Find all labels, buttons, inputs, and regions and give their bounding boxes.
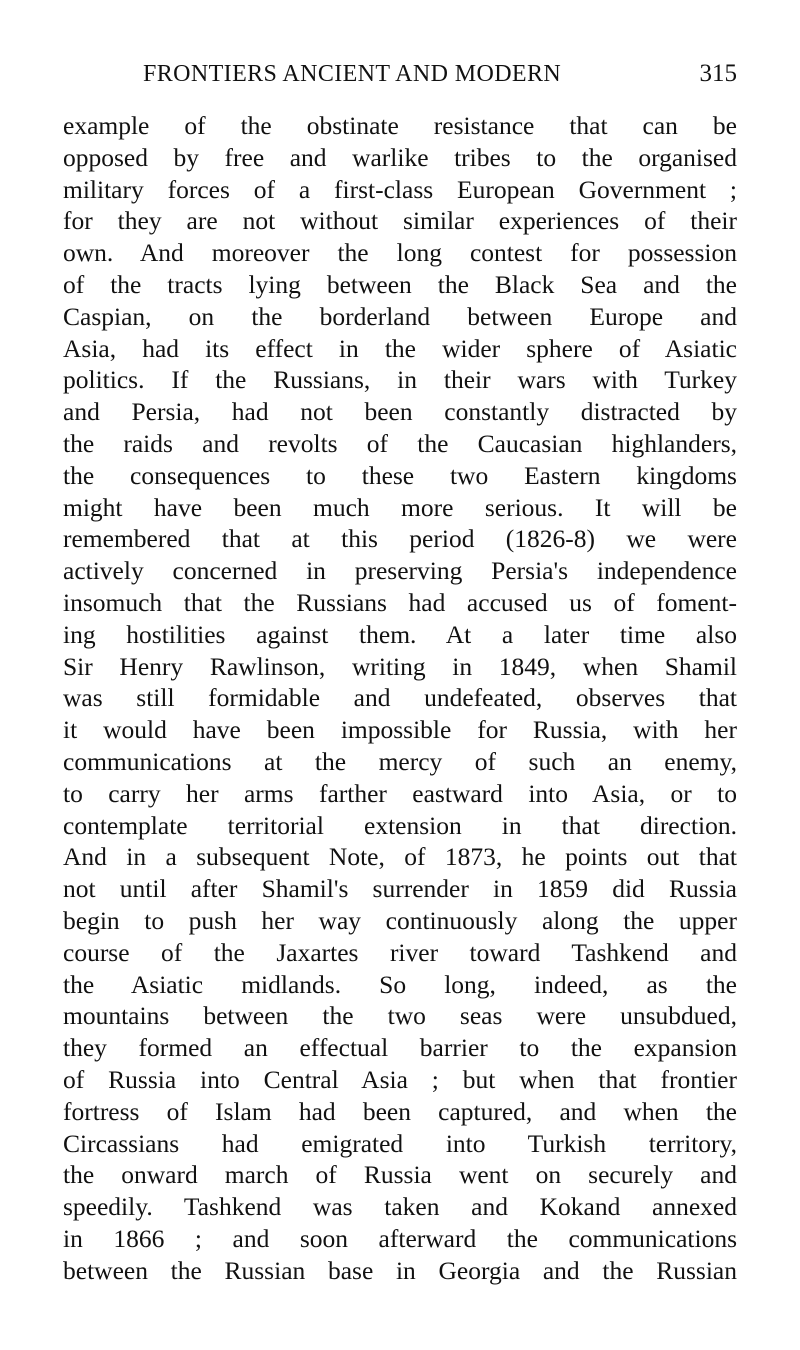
text-line: not until after Shamil's surrender in 1859 did Russia: [63, 874, 737, 904]
text-line: speedily. Tashkend was taken and Kokand annexed: [63, 1192, 737, 1222]
text-line: in 1866 ; and soon afterward the communications: [63, 1223, 737, 1253]
text-line: remembered that at this period (1826-8) we were: [63, 524, 737, 554]
page-number: 315: [699, 60, 737, 87]
text-line: actively concerned in preserving Persia's independence: [63, 556, 737, 586]
text-line: it would have been impossible for Russia, with her: [63, 715, 737, 745]
text-line: the raids and revolts of the Caucasian highlanders,: [63, 428, 737, 458]
text-line: of Russia into Central Asia ; but when that frontier: [63, 1064, 737, 1094]
text-line: Circassians had emigrated into Turkish territory,: [63, 1128, 737, 1158]
text-line: communications at the mercy of such an enemy,: [63, 746, 737, 776]
text-line: of the tracts lying between the Black Sea and the: [63, 269, 737, 299]
text-line: Asia, had its effect in the wider sphere of Asiatic: [63, 333, 737, 363]
running-head: [63, 58, 737, 90]
text-line: And in a subsequent Note, of 1873, he points out that: [63, 842, 737, 872]
text-line: course of the Jaxartes river toward Tashkend and: [63, 937, 737, 967]
text-line: military forces of a first-class European Government ;: [63, 174, 737, 204]
text-line: between the Russian base in Georgia and the Russian: [63, 1255, 737, 1285]
text-line: politics. If the Russians, in their wars with Turkey: [63, 365, 737, 395]
text-line: for they are not without similar experiences of their: [63, 206, 737, 236]
text-line: to carry her arms farther eastward into Asia, or to: [63, 778, 737, 808]
text-line: begin to push her way continuously along the upper: [63, 905, 737, 935]
text-line: Sir Henry Rawlinson, writing in 1849, when Shamil: [63, 651, 737, 681]
text-line: they formed an effectual barrier to the expansion: [63, 1033, 737, 1063]
text-line: mountains between the two seas were unsubdued,: [63, 1001, 737, 1031]
text-line: fortress of Islam had been captured, and when the: [63, 1096, 737, 1126]
text-line: the consequences to these two Eastern kingdoms: [63, 460, 737, 490]
text-line: and Persia, had not been constantly distracted by: [63, 397, 737, 427]
text-line: contemplate territorial extension in that direction.: [63, 810, 737, 840]
text-line: the Asiatic midlands. So long, indeed, as the: [63, 969, 737, 999]
text-line: example of the obstinate resistance that can be: [63, 111, 737, 140]
running-title: FRONTIERS ANCIENT AND MODERN: [143, 61, 562, 87]
text-line: might have been much more serious. It will be: [63, 492, 737, 522]
text-line: insomuch that the Russians had accused us of foment-: [63, 587, 737, 617]
text-line: own. And moreover the long contest for possession: [63, 238, 737, 268]
text-line: the onward march of Russia went on securely and: [63, 1160, 737, 1190]
text-line: ing hostilities against them. At a later time also: [63, 619, 737, 649]
text-line: opposed by free and warlike tribes to the organised: [63, 142, 737, 172]
text-line: Caspian, on the borderland between Europe and: [63, 301, 737, 331]
text-line: was still formidable and undefeated, observes that: [63, 683, 737, 713]
body-paragraph: [63, 110, 737, 1286]
